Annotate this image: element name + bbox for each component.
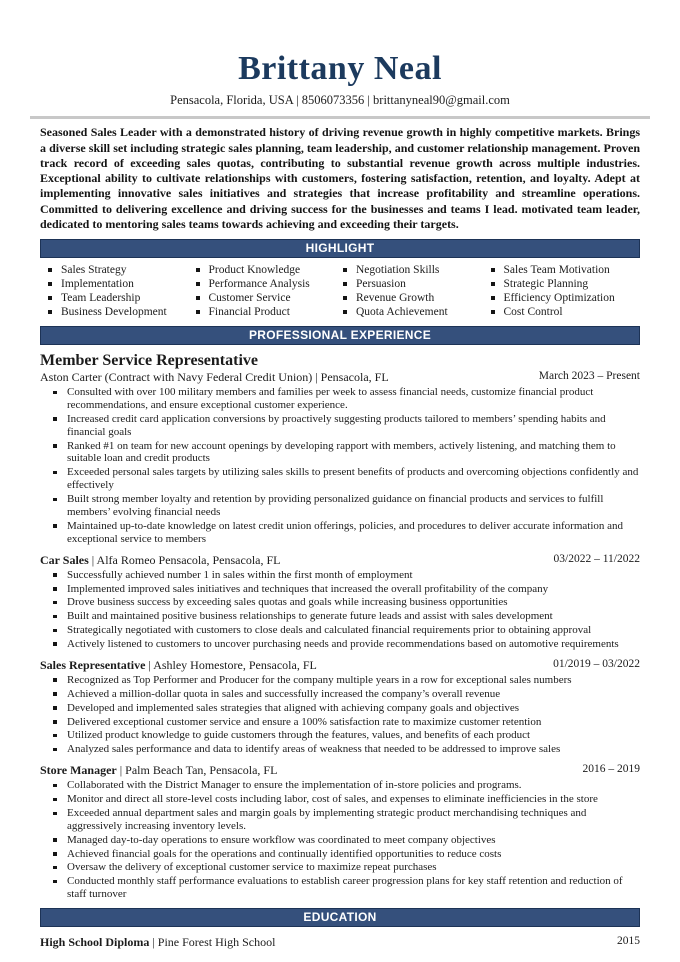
highlight-grid <box>40 258 640 319</box>
experience-bullet: Built and maintained positive business relationships to generate future leads and assist with sales development <box>40 610 640 623</box>
highlight-item-label: Quota Achievement <box>356 306 448 319</box>
highlight-item <box>192 277 340 291</box>
highlight-item <box>487 277 635 291</box>
square-bullet-icon <box>491 296 495 300</box>
square-bullet-icon <box>343 268 347 272</box>
experience-bullet: Oversaw the delivery of exceptional customer service to maximize repeat purchases <box>40 861 640 874</box>
highlight-item-label: Sales Strategy <box>61 264 127 277</box>
job-entry <box>40 553 640 651</box>
experience-bullet: Actively listened to customers to uncover purchasing needs and provide recommendations based on automotive requirements <box>40 638 640 651</box>
section-header-education: EDUCATION <box>40 908 640 927</box>
job-bullet-list <box>40 386 640 545</box>
job-entry <box>40 658 640 756</box>
experience-bullet: Delivered exceptional customer service and ensure a 100% satisfaction rate to maximize customer retention <box>40 716 640 729</box>
job-dates: March 2023 – Present <box>538 370 640 383</box>
job-bullet-list <box>40 674 640 756</box>
highlight-item <box>192 291 340 305</box>
square-bullet-icon <box>491 268 495 272</box>
education-degree: High School Diploma <box>40 935 150 950</box>
job-title-company <box>40 553 281 567</box>
experience-bullet: Exceeded annual department sales and margin goals by implementing strategic product merchandising techniques and aggressively increasing inventory levels. <box>40 807 640 833</box>
experience-bullet: Utilized product knowledge to guide customers through the features, values, and benefits of each product <box>40 729 640 742</box>
education-year: 2015 <box>617 935 640 948</box>
square-bullet-icon <box>196 296 200 300</box>
experience-bullet: Implemented improved sales initiatives and techniques that increased the overall profitability of the company <box>40 583 640 596</box>
job-header-line <box>40 553 640 567</box>
job-header-line <box>40 763 640 777</box>
job-title: Member Service Representative <box>40 352 258 370</box>
experience-bullet: Drove business success by exceeding sales quotas and goals while increasing business opportunities <box>40 596 640 609</box>
experience-bullet: Strategically negotiated with customers to close deals and calculated financial requirements prior to obtaining approval <box>40 624 640 637</box>
job-bullet-list <box>40 779 640 901</box>
square-bullet-icon <box>48 282 52 286</box>
highlight-item-label: Team Leadership <box>61 292 141 305</box>
experience-bullet: Monitor and direct all store-level costs including labor, cost of sales, and expenses to eliminate inefficiencies in the store <box>40 793 640 806</box>
job-title: Sales Representative <box>40 657 146 672</box>
highlight-item <box>44 291 192 305</box>
job-organization: Palm Beach Tan, Pensacola, FL <box>125 763 278 778</box>
highlight-item-label: Efficiency Optimization <box>503 292 615 305</box>
highlight-item <box>44 305 192 319</box>
experience-bullet: Achieved a million-dollar quota in sales and successfully increased the company’s overall revenue <box>40 688 640 701</box>
experience-bullet: Developed and implemented sales strategies that aligned with achieving company goals and objectives <box>40 702 640 715</box>
highlight-item-label: Customer Service <box>208 292 291 305</box>
highlight-item-label: Strategic Planning <box>503 278 589 291</box>
experience-bullet: Consulted with over 100 military members and families per week to assess financial needs, customize financial product recommendations, and ensure exceptional customer experience. <box>40 386 640 412</box>
highlight-item-label: Product Knowledge <box>208 264 301 277</box>
separator: | <box>116 763 126 778</box>
education-entry <box>40 935 640 950</box>
experience-bullet: Managed day-to-day operations to ensure workflow was coordinated to meet company objectives <box>40 834 640 847</box>
highlight-item-label: Cost Control <box>503 306 563 319</box>
highlight-item <box>339 263 487 277</box>
job-bullet-list <box>40 569 640 651</box>
highlight-column <box>44 263 192 319</box>
experience-bullet: Successfully achieved number 1 in sales within the first month of employment <box>40 569 640 582</box>
highlight-item-label: Implementation <box>61 278 134 291</box>
highlight-item <box>487 291 635 305</box>
square-bullet-icon <box>343 310 347 314</box>
highlight-item-label: Sales Team Motivation <box>503 264 610 277</box>
square-bullet-icon <box>343 282 347 286</box>
experience-bullet: Ranked #1 on team for new account openings by developing rapport with members, actively listening, and matching them to suitable loan and credit products <box>40 440 640 466</box>
education-degree-line <box>40 935 275 950</box>
job-header-line <box>40 658 640 672</box>
separator: | <box>149 935 158 950</box>
highlight-item-label: Business Development <box>61 306 167 319</box>
job-organization: Alfa Romeo Pensacola, Pensacola, FL <box>96 552 281 567</box>
job-company-line <box>40 370 640 384</box>
header-divider <box>30 116 650 119</box>
highlight-item <box>192 263 340 277</box>
job-entry <box>40 352 640 545</box>
highlight-item <box>487 263 635 277</box>
education-school: Pine Forest High School <box>157 935 276 950</box>
summary-paragraph: Seasoned Sales Leader with a demonstrated history of driving revenue growth in highly competitive markets. Brings a diverse skill set including strategic sales planning, team leadership, and customer relationship management. Proven track record of exceeding sales quotas, contributing to substantial revenue growth across multiple industries. Exceptional ability to cultivate relationships with customers, fostering satisfaction, retention, and loyalty. Adept at implementing innovative sales initiatives and strategies that increase profitability and streamline operations. Committed to delivering excellence and driving success for the businesses and teams I lead. motivated team leader, dedicated to mentoring sales teams towards achieving and exceeding their targets. <box>40 125 640 231</box>
section-header-experience: PROFESSIONAL EXPERIENCE <box>40 326 640 345</box>
highlight-item-label: Revenue Growth <box>356 292 435 305</box>
experience-bullet: Conducted monthly staff performance evaluations to establish career progression plans for key staff retention and reduction of staff turnover <box>40 875 640 901</box>
experience-bullet: Maintained up-to-date knowledge on latest credit union offerings, policies, and procedures to deliver accurate information and exceptional service to members <box>40 520 640 546</box>
highlight-column <box>339 263 487 319</box>
square-bullet-icon <box>196 310 200 314</box>
square-bullet-icon <box>491 310 495 314</box>
experience-bullet: Exceeded personal sales targets by utilizing sales skills to present benefits of products and overcoming objections confidently and effectively <box>40 466 640 492</box>
job-dates: 03/2022 – 11/2022 <box>553 552 640 565</box>
candidate-name: Brittany Neal <box>238 50 442 87</box>
separator: | <box>88 552 97 567</box>
square-bullet-icon <box>491 282 495 286</box>
highlight-item-label: Performance Analysis <box>208 278 310 291</box>
experience-bullet: Collaborated with the District Manager to ensure the implementation of in-store policies and programs. <box>40 779 640 792</box>
experience-bullet: Analyzed sales performance and data to identify areas of weakness that needed to be addressed to improve sales <box>40 743 640 756</box>
highlight-item-label: Financial Product <box>208 306 290 319</box>
job-dates: 2016 – 2019 <box>582 763 640 776</box>
square-bullet-icon <box>48 310 52 314</box>
highlight-item <box>192 305 340 319</box>
highlight-column <box>487 263 635 319</box>
section-header-highlight: HIGHLIGHT <box>40 239 640 258</box>
experience-bullet: Increased credit card application conversions by proactively suggesting products tailored to members’ spending habits and financial goals <box>40 413 640 439</box>
experience-bullet: Built strong member loyalty and retention by providing personalized guidance on financial products and services to fulfill members’ evolving financial needs <box>40 493 640 519</box>
job-organization: Aston Carter (Contract with Navy Federal Credit Union) | Pensacola, FL <box>40 370 389 385</box>
job-title: Store Manager <box>40 763 117 778</box>
job-title-company <box>40 658 317 672</box>
highlight-item <box>339 291 487 305</box>
highlight-item <box>339 277 487 291</box>
highlight-item <box>339 305 487 319</box>
highlight-column <box>192 263 340 319</box>
separator: | <box>145 657 154 672</box>
square-bullet-icon <box>343 296 347 300</box>
square-bullet-icon <box>196 282 200 286</box>
experience-bullet: Achieved financial goals for the operations and continually identified opportunities to reduce costs <box>40 848 640 861</box>
experience-bullet: Recognized as Top Performer and Producer for the company multiple years in a row for exceptional sales numbers <box>40 674 640 687</box>
job-title-company <box>40 763 277 777</box>
experience-list <box>40 352 640 901</box>
highlight-item-label: Negotiation Skills <box>356 264 440 277</box>
square-bullet-icon <box>48 296 52 300</box>
job-dates: 01/2019 – 03/2022 <box>553 657 640 670</box>
job-organization: Ashley Homestore, Pensacola, FL <box>153 657 317 672</box>
highlight-item <box>487 305 635 319</box>
highlight-item-label: Persuasion <box>356 278 406 291</box>
square-bullet-icon <box>48 268 52 272</box>
job-title: Car Sales <box>40 552 89 567</box>
job-entry <box>40 763 640 901</box>
highlight-item <box>44 263 192 277</box>
contact-line: Pensacola, Florida, USA | 8506073356 | brittanyneal90@gmail.com <box>170 93 510 108</box>
highlight-item <box>44 277 192 291</box>
square-bullet-icon <box>196 268 200 272</box>
